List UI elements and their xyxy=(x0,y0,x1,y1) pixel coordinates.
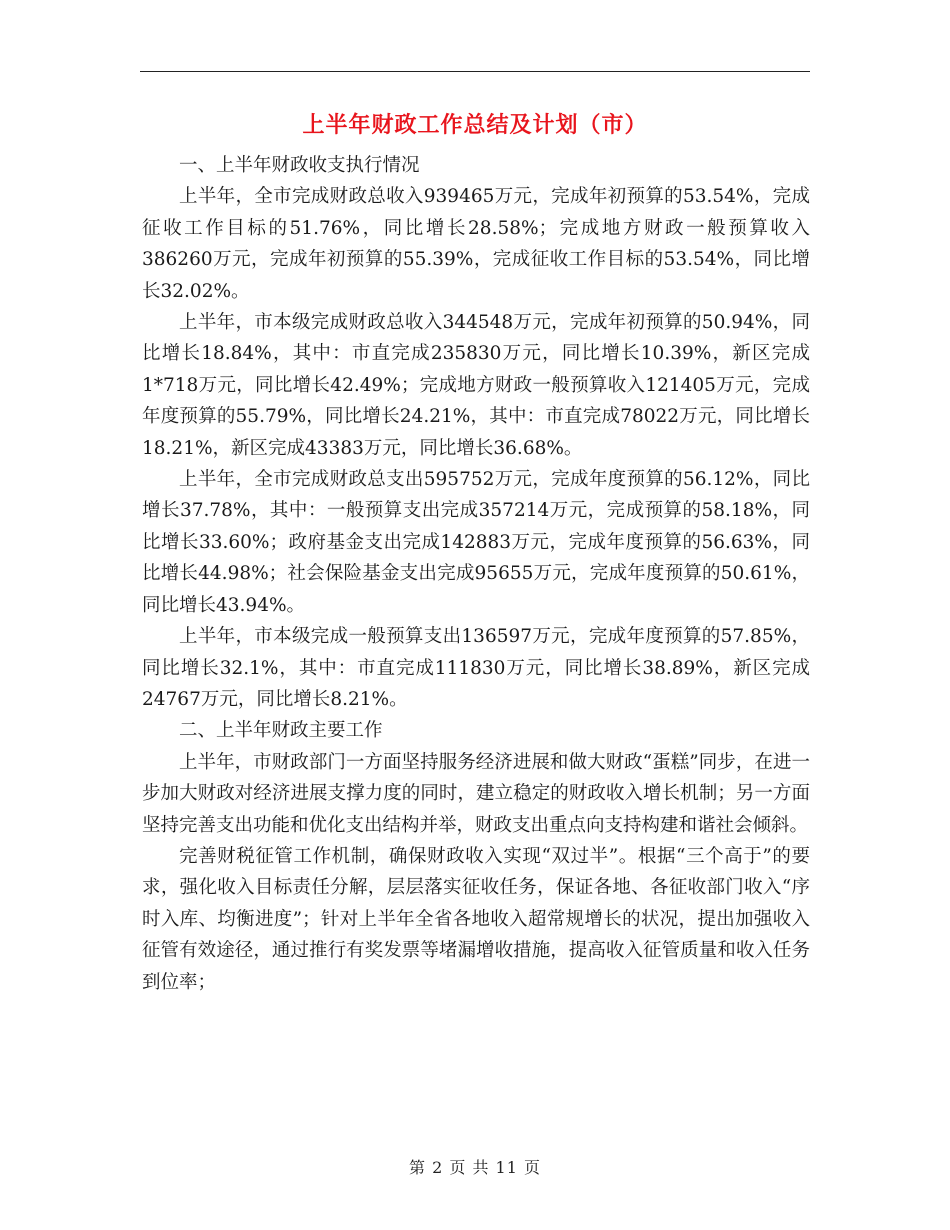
page-number: 第 2 页 共 11 页 xyxy=(409,1158,541,1177)
paragraph-city-expenditure: 上半年，全市完成财政总支出595752万元，完成年度预算的56.12%，同比增长37.78%，其中：一般预算支出完成357214万元，完成预算的58.18%，同比增长33.60%；政府基金支出完成142883万元，完成年度预算的56.63%，同比增长44.98%；社会保险基金支出完成95655万元，完成年度预算的50.61%，同比增长43.94%。 xyxy=(142,469,810,616)
section-heading-1: 一、上半年财政收支执行情况 xyxy=(179,155,420,176)
section-heading-2: 二、上半年财政主要工作 xyxy=(179,720,383,742)
header-rule xyxy=(140,71,810,72)
document-body xyxy=(142,150,810,998)
document-title: 上半年财政工作总结及计划（市） xyxy=(302,112,648,138)
paragraph-municipal-revenue: 上半年，市本级完成财政总收入344548万元，完成年初预算的50.94%，同比增长18.84%，其中：市直完成235830万元，同比增长10.39%，新区完成1*718万元，同比增长42.49%；完成地方财政一般预算收入121405万元，完成年度预算的55.79%，同比增长24.21%，其中：市直完成78022万元，同比增长18.21%，新区完成43383万元，同比增长36.68%。 xyxy=(142,312,810,459)
paragraph-tax-collection: 完善财税征管工作机制，确保财政收入实现“双过半”。根据“三个高于”的要求，强化收入目标责任分解，层层落实征收任务，保证各地、各征收部门收入“序时入库、均衡进度”；针对上半年全省各地收入超常规增长的状况，提出加强收入征管有效途径，通过推行有奖发票等堵漏增收措施，提高收入征管质量和收入任务到位率； xyxy=(142,845,810,993)
paragraph-main-work: 上半年，市财政部门一方面坚持服务经济进展和做大财政“蛋糕”同步，在进一步加大财政对经济进展支撑力度的同时，建立稳定的财政收入增长机制；另一方面坚持完善支出功能和优化支出结构并举，财政支出重点向支持构建和谐社会倾斜。 xyxy=(142,751,810,836)
paragraph-city-revenue: 上半年，全市完成财政总收入939465万元，完成年初预算的53.54%，完成征收工作目标的51.76%，同比增长28.58%；完成地方财政一般预算收入386260万元，完成年初预算的55.39%，完成征收工作目标的53.54%，同比增长32.02%。 xyxy=(142,186,810,302)
paragraph-municipal-expenditure: 上半年，市本级完成一般预算支出136597万元，完成年度预算的57.85%，同比增长32.1%，其中：市直完成111830万元，同比增长38.89%，新区完成24767万元，同比增长8.21%。 xyxy=(142,626,810,710)
